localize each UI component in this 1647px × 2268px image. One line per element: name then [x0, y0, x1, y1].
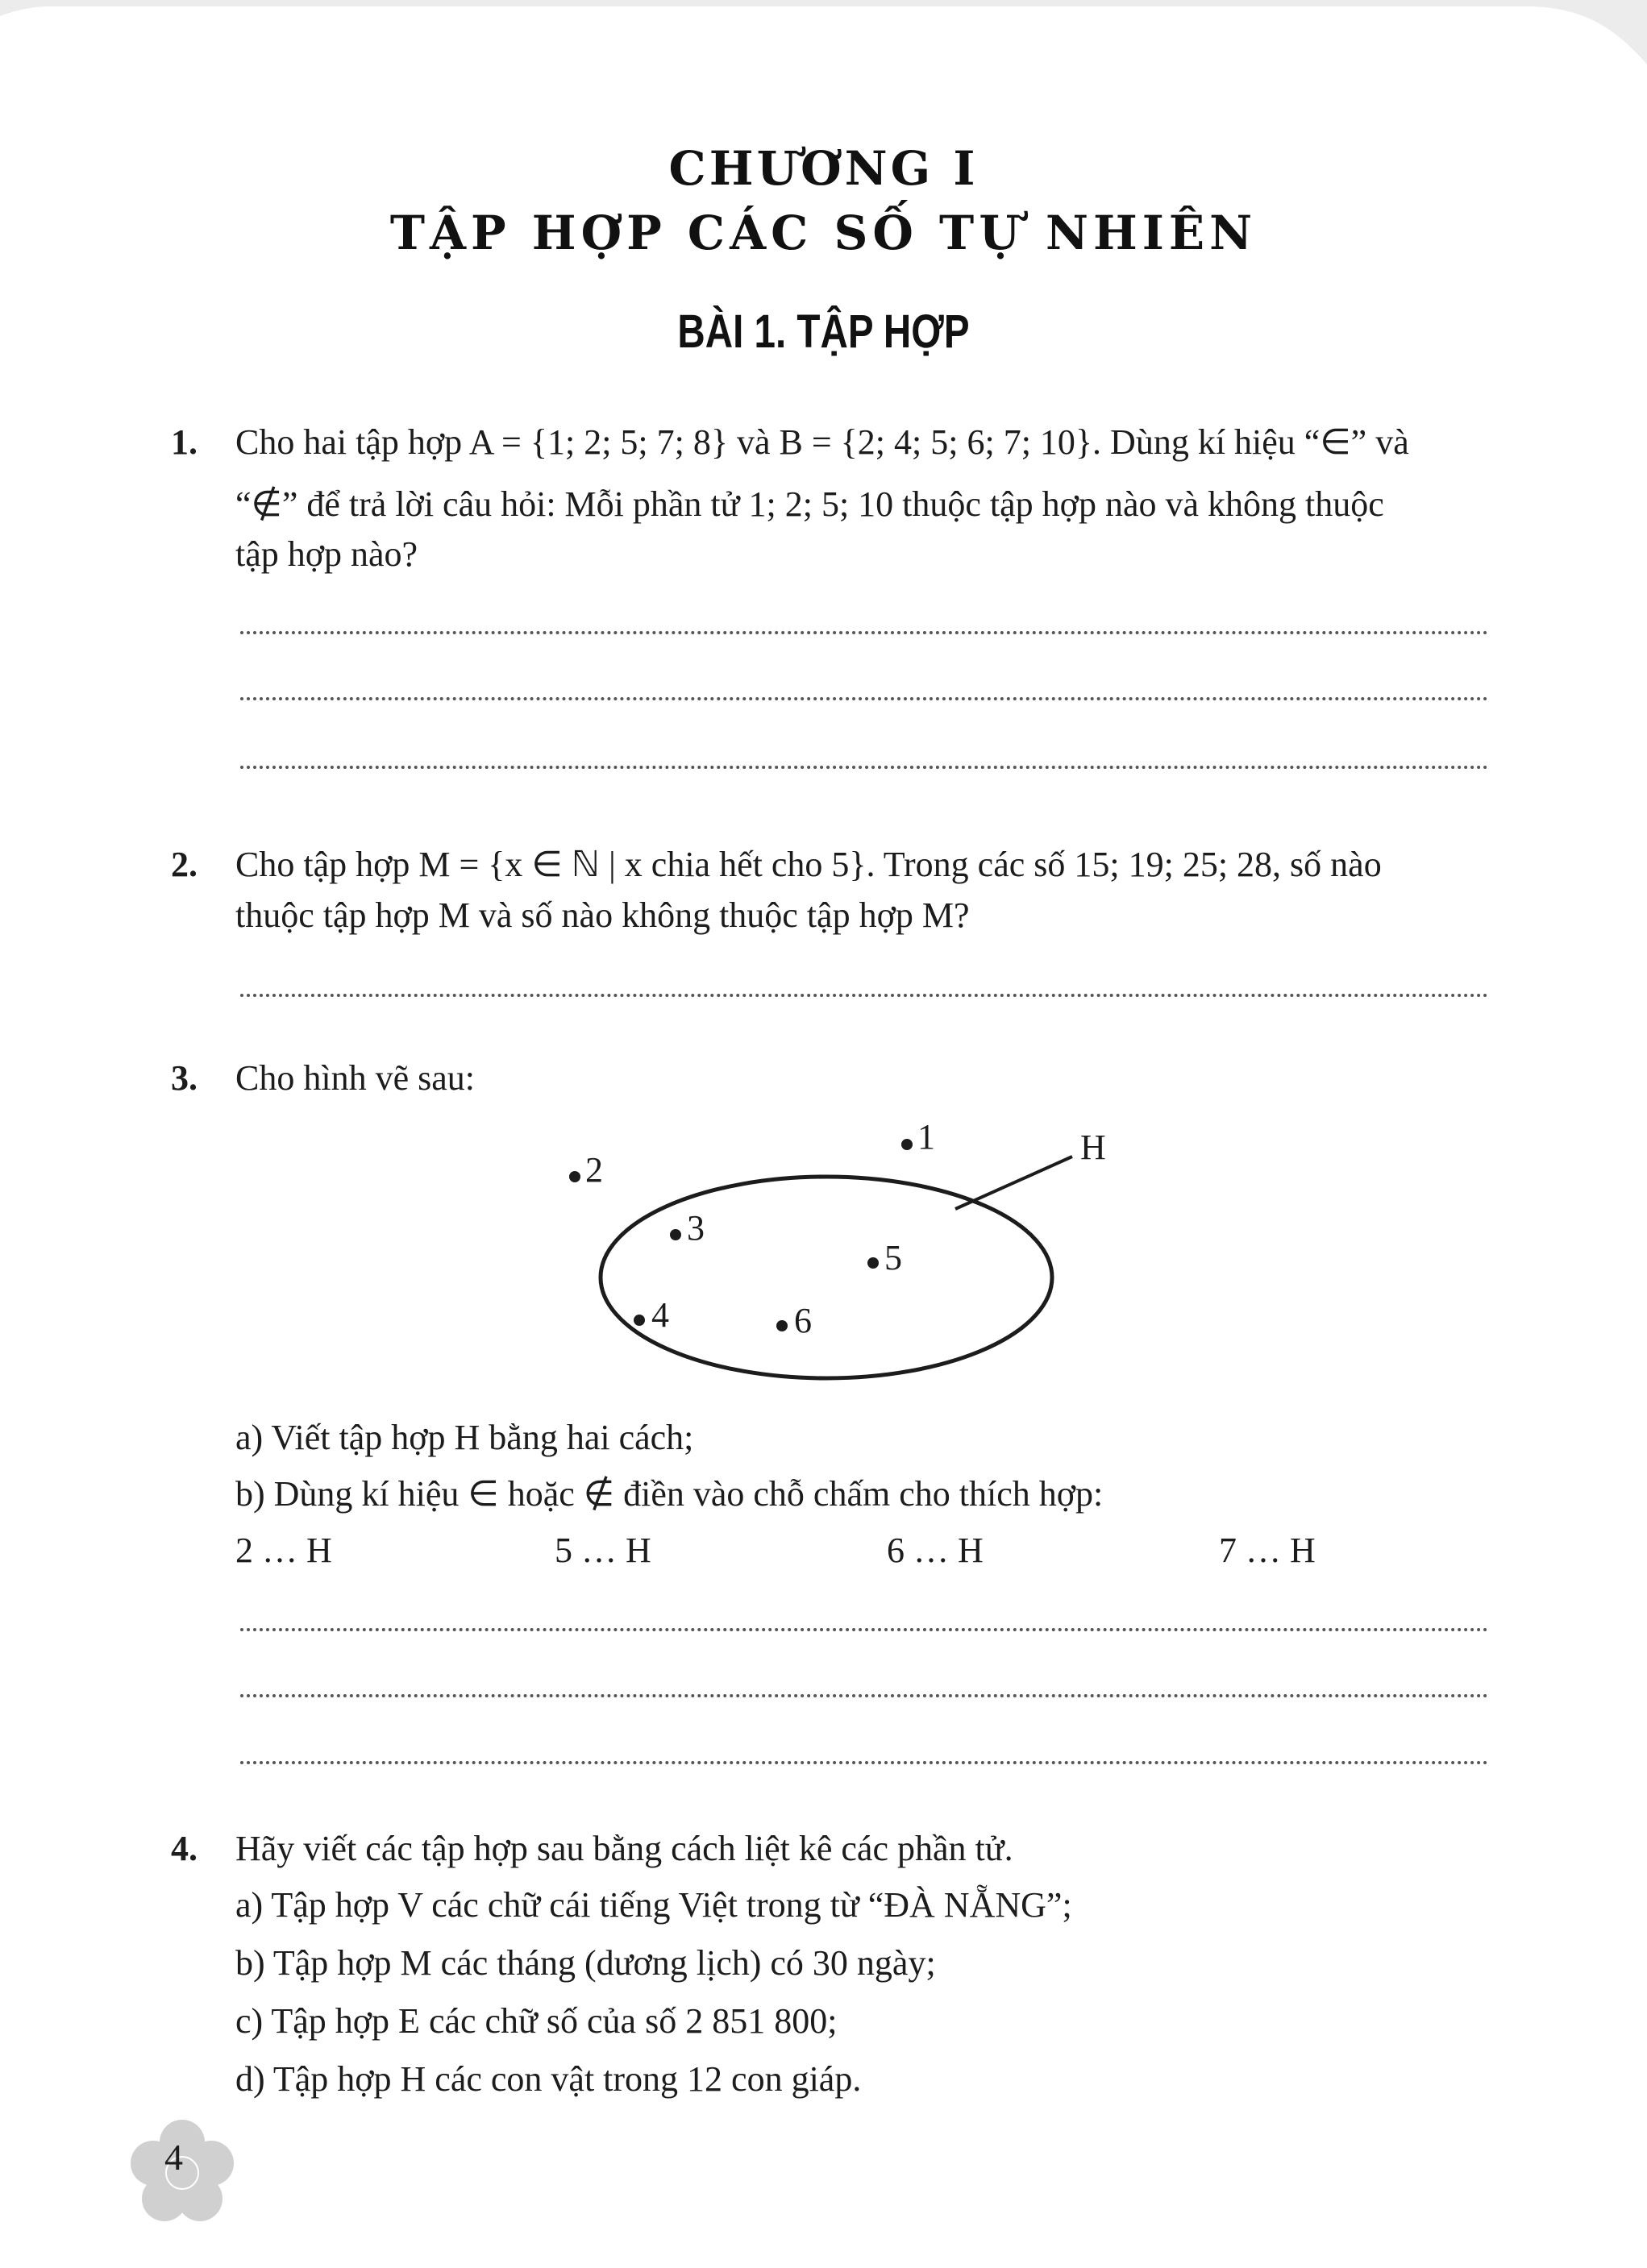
exercise-4-part-d: d) Tập hợp H các con vật trong 12 con giáp.	[235, 2059, 862, 2099]
point-marker	[569, 1171, 580, 1182]
point-label: 3	[687, 1208, 705, 1248]
answer-line[interactable]	[240, 697, 1488, 700]
set-diagram	[524, 1112, 1137, 1386]
point-label: 5	[884, 1238, 902, 1277]
point-marker	[867, 1257, 879, 1269]
point-marker	[776, 1320, 788, 1331]
answer-line[interactable]	[240, 631, 1488, 634]
chapter-number: CHƯƠNG I	[668, 141, 979, 196]
exercise-3-intro: Cho hình vẽ sau:	[235, 1058, 475, 1098]
exercise-2-line-2: thuộc tập hợp M và số nào không thuộc tập hợp M?	[235, 895, 970, 935]
point-label: 4	[651, 1295, 669, 1335]
answer-line[interactable]	[240, 1628, 1488, 1631]
exercise-1-line-3: tập hợp nào?	[235, 534, 418, 574]
answer-line[interactable]	[240, 766, 1488, 769]
answer-line[interactable]	[240, 1694, 1488, 1697]
set-pointer-line	[955, 1157, 1072, 1209]
exercise-3-part-a: a) Viết tập hợp H bằng hai cách;	[235, 1418, 694, 1457]
answer-line[interactable]	[240, 1761, 1488, 1764]
point-marker	[670, 1229, 681, 1240]
exercise-4-part-b: b) Tập hợp M các tháng (dương lịch) có 30 ngày;	[235, 1943, 936, 1983]
point-label: 6	[794, 1301, 812, 1340]
point-label: 1	[917, 1117, 935, 1157]
exercise-1-line-2: “∉” để trả lời câu hỏi: Mỗi phần tử 1; 2; 5; 10 thuộc tập hợp nào và không thuộc	[235, 484, 1384, 524]
answer-line[interactable]	[240, 994, 1488, 997]
exercise-4-intro: Hãy viết các tập hợp sau bằng cách liệt kê các phần tử.	[235, 1829, 1013, 1868]
blank-item: 7 … H	[1219, 1531, 1316, 1570]
exercise-4-part-a: a) Tập hợp V các chữ cái tiếng Việt trong từ “ĐÀ NẴNG”;	[235, 1885, 1072, 1925]
blank-item: 5 … H	[555, 1531, 651, 1570]
exercise-3-number: 3.	[171, 1058, 198, 1098]
exercise-1-line-1: Cho hai tập hợp A = {1; 2; 5; 7; 8} và B = {2; 4; 5; 6; 7; 10}. Dùng kí hiệu “∈” và	[235, 422, 1409, 462]
blank-item: 2 … H	[235, 1531, 332, 1570]
set-label: H	[1080, 1128, 1106, 1167]
page-number: 4	[164, 2137, 183, 2178]
exercise-4-part-c: c) Tập hợp E các chữ số của số 2 851 800;	[235, 2001, 838, 2041]
chapter-title: TẬP HỢP CÁC SỐ TỰ NHIÊN	[389, 206, 1258, 260]
blank-item: 6 … H	[887, 1531, 984, 1570]
point-label: 2	[585, 1150, 603, 1190]
lesson-title: BÀI 1. TẬP HỢP	[677, 305, 970, 358]
exercise-4-number: 4.	[171, 1829, 198, 1868]
exercise-2-line-1: Cho tập hợp M = {x ∈ ℕ | x chia hết cho 5}. Trong các số 15; 19; 25; 28, số nào	[235, 845, 1382, 884]
exercise-3-part-b: b) Dùng kí hiệu ∈ hoặc ∉ điền vào chỗ chấm cho thích hợp:	[235, 1474, 1104, 1514]
top-decorative-band	[0, 0, 1647, 64]
set-boundary	[601, 1177, 1052, 1378]
exercise-1-number: 1.	[171, 422, 198, 462]
point-marker	[634, 1315, 645, 1326]
exercise-2-number: 2.	[171, 845, 198, 884]
point-marker	[901, 1139, 913, 1150]
